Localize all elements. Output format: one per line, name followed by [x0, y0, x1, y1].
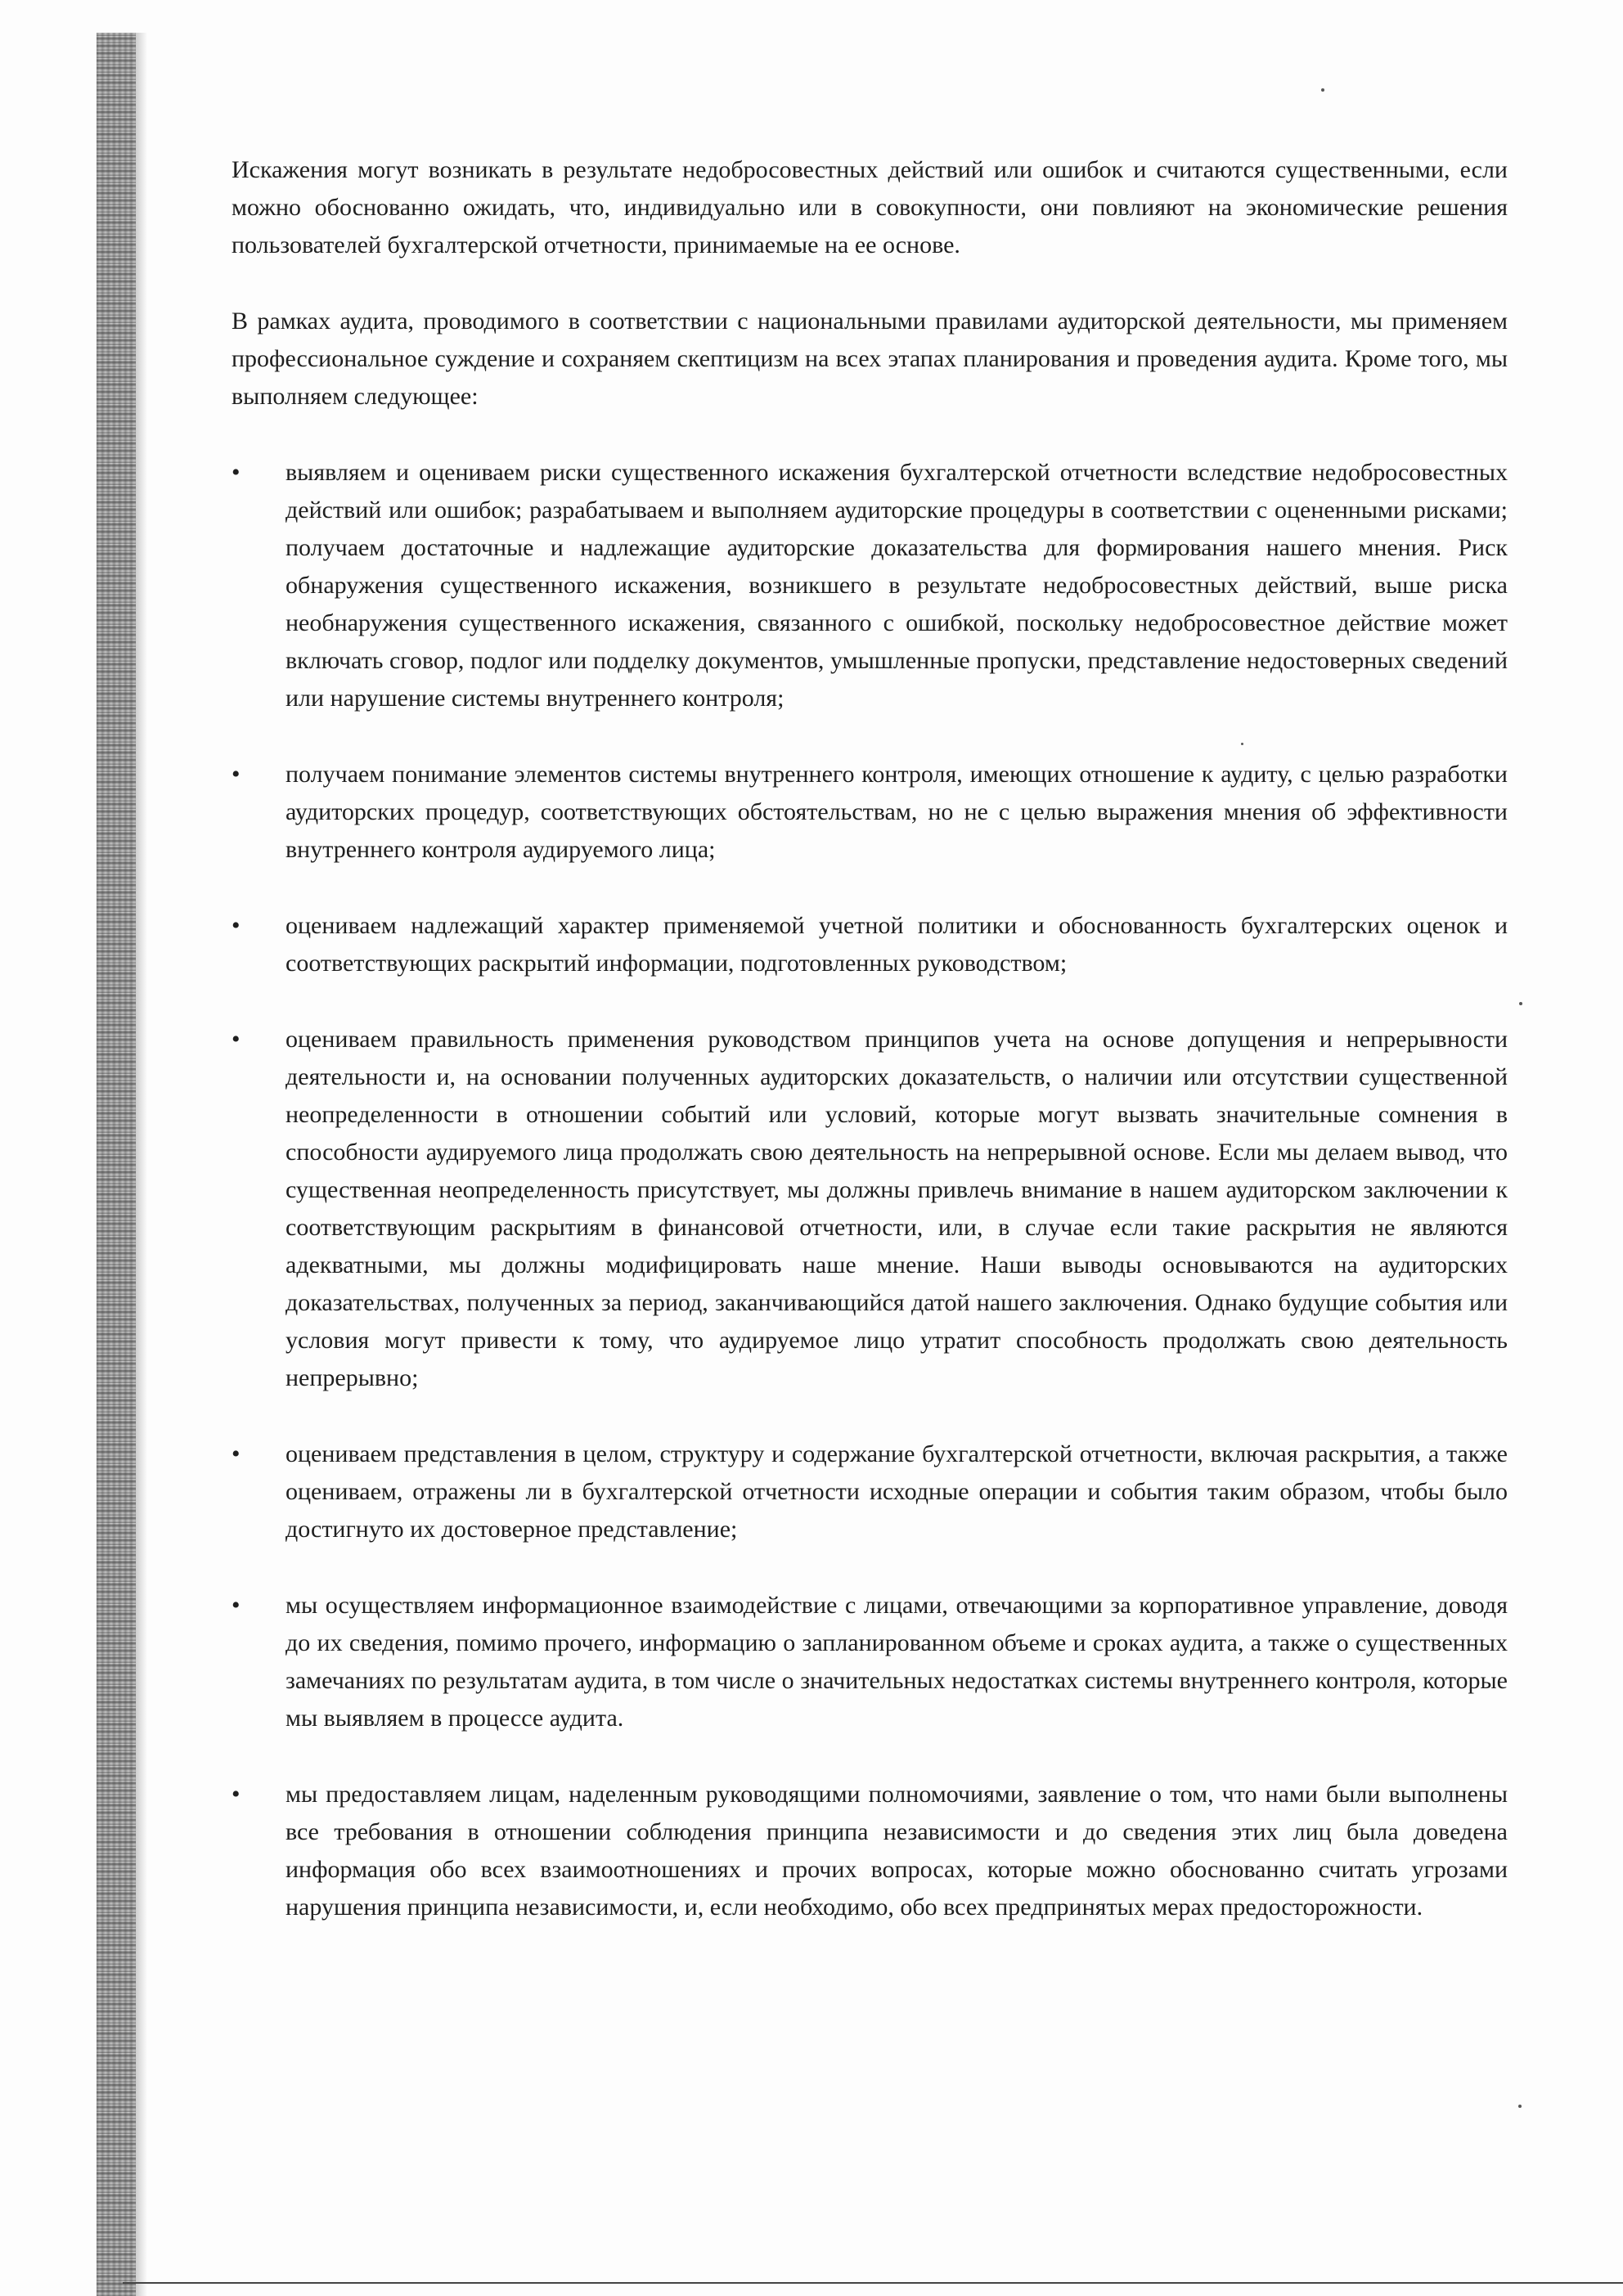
list-item-text: выявляем и оцениваем риски существенного искажения бухгалтерской отчетности вследствие недобросовестных действий или ошибок; разрабатываем и выполняем аудиторские процедуры в соответствии с оцененными рисками; получаем достаточные и надлежащие аудиторские доказательства для формирования нашего мнения. Риск обнаружения существенного искажения, возникшего в результате недобросовестных действий, выше риска необнаружения существенного искажения, связанного с ошибкой, поскольку недобросовестное действие может включать сговор, подлог или подделку документов, умышленные пропуски, представление недостоверных сведений или нарушение системы внутреннего контроля; — [285, 459, 1508, 712]
paragraph: В рамках аудита, проводимого в соответствии с национальными правилами аудиторской деятельности, мы применяем профессиональное суждение и сохраняем скептицизм на всех этапах планирования и проведения аудита. Кроме того, мы выполняем следующее: — [232, 308, 1508, 410]
list-item-text: оцениваем правильность применения руководством принципов учета на основе допущения и непрерывности деятельности и, на основании полученных аудиторских доказательств, о наличии или отсутствии существенной неопределенности в отношении событий или условий, которые могут вызвать значительные сомнения в способности аудируемого лица продолжать свою деятельность на непрерывной основе. Если мы делаем вывод, что существенная неопределенность присутствует, мы должны привлечь внимание в нашем аудиторском заключении к соответствующим раскрытиям в финансовой отчетности, или, в случае если такие раскрытия не являются адекватными, мы должны модифицировать наше мнение. Наши выводы основываются на аудиторских доказательствах, полученных за период, заканчивающийся датой нашего заключения. Однако будущие события или условия могут привести к тому, что аудируемое лицо утратит способность продолжать свою деятельность непрерывно; — [285, 1026, 1508, 1391]
list-item-text: оцениваем надлежащий характер применяемой учетной политики и обоснованность бухгалтерских оценок и соответствующих раскрытий информации, подготовленных руководством; — [285, 912, 1508, 977]
bullet-marker: • — [232, 761, 241, 788]
scan-speck — [1519, 1002, 1522, 1005]
document-body — [232, 151, 1508, 1965]
procedures-list — [232, 454, 1508, 1926]
bullet-marker: • — [232, 912, 241, 939]
list-item-text: мы осуществляем информационное взаимодействие с лицами, отвечающими за корпоративное управление, доводя до их сведения, помимо прочего, информацию о запланированном объеме и сроках аудита, а также о существенных замечаниях по результатам аудита, в том числе о значительных недостатках системы внутреннего контроля, которые мы выявляем в процессе аудита. — [285, 1592, 1508, 1732]
scan-speck — [1321, 88, 1324, 92]
scan-speck — [1518, 2105, 1522, 2108]
bullet-marker: • — [232, 1781, 241, 1808]
list-item — [232, 756, 1508, 869]
bullet-marker: • — [232, 1592, 241, 1619]
list-item-text: мы предоставляем лицам, наделенным руководящими полномочиями, заявление о том, что нами были выполнены все требования в отношении соблюдения принципа независимости и до сведения этих лиц была доведена информация обо всех взаимоотношениях и прочих вопросах, которые можно обоснованно считать угрозами нарушения принципа независимости, и, если необходимо, обо всех предпринятых мерах предосторожности. — [285, 1781, 1508, 1921]
list-item — [232, 907, 1508, 982]
list-item — [232, 1776, 1508, 1926]
list-item — [232, 1587, 1508, 1737]
bullet-marker: • — [232, 459, 241, 486]
bullet-marker: • — [232, 1026, 241, 1053]
paragraph: Искажения могут возникать в результате недобросовестных действий или ошибок и считаются существенными, если можно обоснованно ожидать, что, индивидуально или в совокупности, они повлияют на экономические решения пользователей бухгалтерской отчетности, принимаемые на ее основе. — [232, 156, 1508, 258]
scan-edge-noise — [97, 33, 136, 2296]
bottom-scan-line — [123, 2282, 1623, 2284]
list-item — [232, 1436, 1508, 1548]
bullet-marker: • — [232, 1440, 241, 1467]
list-item-text: получаем понимание элементов системы внутреннего контроля, имеющих отношение к аудиту, с целью разработки аудиторских процедур, соответствующих обстоятельствам, но не с целью выражения мнения об эффективности внутреннего контроля аудируемого лица; — [285, 761, 1508, 863]
list-item — [232, 454, 1508, 717]
scan-edge-shadow — [136, 33, 147, 2296]
list-item — [232, 1021, 1508, 1397]
list-item-text: оцениваем представления в целом, структуру и содержание бухгалтерской отчетности, включая раскрытия, а также оцениваем, отражены ли в бухгалтерской отчетности исходные операции и события таким образом, чтобы было достигнуто их достоверное представление; — [285, 1440, 1508, 1543]
